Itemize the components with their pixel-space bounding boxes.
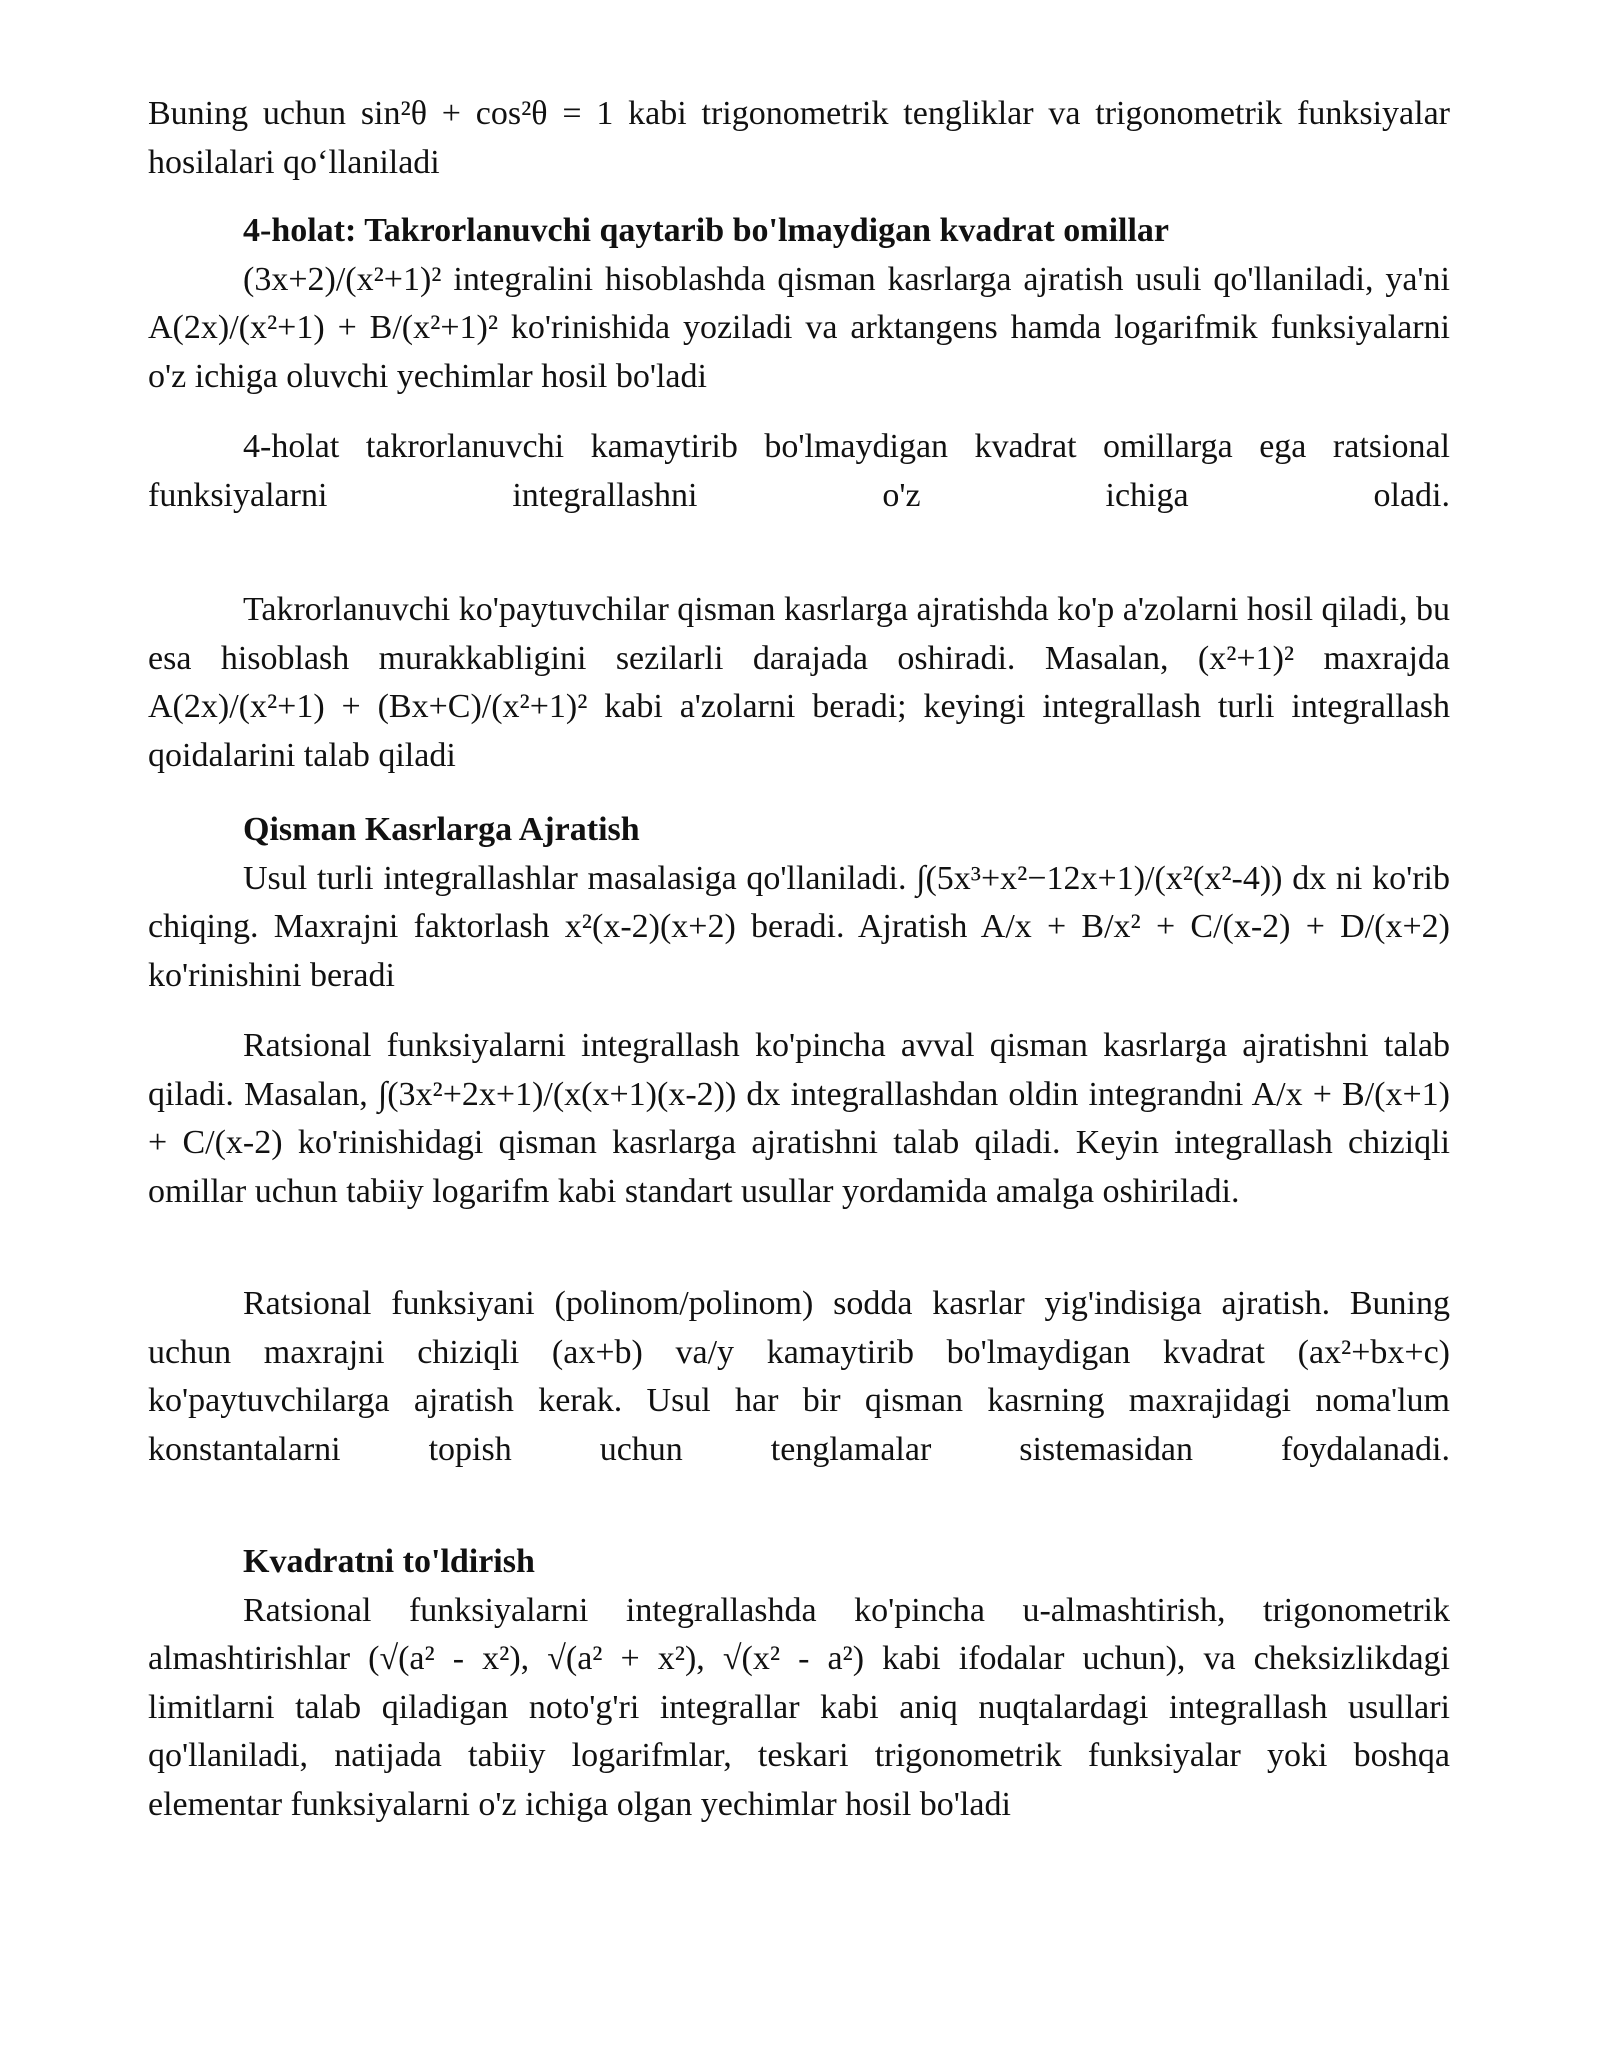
heading-case-4: 4-holat: Takrorlanuvchi qaytarib bo'lmaydigan kvadrat omillar (243, 212, 1170, 249)
paragraph-case-4-example: (3x+2)/(x²+1)² integralini hisoblashda qisman kasrlarga ajratish usuli qo'llaniladi, ya'ni A(2x)/(x²+1) + B/(x²+1)² ko'rinishida yoziladi va arktangens hamda logarifmik funksiyalarni o'z ichiga oluvchi yechimlar hosil bo'ladi (148, 260, 1450, 395)
document-page (148, 90, 1450, 1829)
paragraph-case-4-summary: 4-holat takrorlanuvchi kamaytirib bo'lmaydigan kvadrat omillarga ega ratsional funksiyalarni integrallashni o'z ichiga oladi. (148, 428, 1450, 514)
paragraph-partial-method: Usul turli integrallashlar masalasiga qo'llaniladi. ∫(5x³+x²−12x+1)/(x²(x²-4)) dx ni ko'rib chiqing. Maxrajni faktorlash x²(x-2)(x+2) beradi. Ajratish A/x + B/x² + C/(x-2) + D/(x+2) ko'rinishini beradi (148, 859, 1450, 994)
paragraph-repeated-factors: Takrorlanuvchi ko'paytuvchilar qisman kasrlarga ajratishda ko'p a'zolarni hosil qiladi, bu esa hisoblash murakkabligini sezilarli darajada oshiradi. Masalan, (x²+1)² maxrajda A(2x)/(x²+1) + (Bx+C)/(x²+1)² kabi a'zolarni beradi; keyingi integrallash turli integrallash qoidalarini talab qiladi (148, 591, 1450, 774)
heading-partial-fractions: Qisman Kasrlarga Ajratish (243, 811, 640, 848)
paragraph-rational-integration: Ratsional funksiyalarni integrallash ko'pincha avval qisman kasrlarga ajratishni talab qiladi. Masalan, ∫(3x²+2x+1)/(x(x+1)(x-2)) dx integrallashdan oldin integrandni A/x + B/(x+1) + C/(x-2) ko'rinishidagi qisman kasrlarga ajratishni talab qiladi. Keyin integrallash chiziqli omillar uchun tabiiy logarifm kabi standart usullar yordamida amalga oshiriladi. (148, 1027, 1450, 1210)
paragraph-decomposition: Ratsional funksiyani (polinom/polinom) sodda kasrlar yig'indisiga ajratish. Buning uchun maxrajni chiziqli (ax+b) va/y kamaytirib bo'lmaydigan kvadrat (ax²+bx+c) ko'paytuvchilarga ajratish kerak. Usul har bir qisman kasrning maxrajidagi noma'lum konstantalarni topish uchun tenglamalar sistemasidan foydalanadi. (148, 1285, 1450, 1468)
paragraph-completing-square: Ratsional funksiyalarni integrallashda ko'pincha u-almashtirish, trigonometrik almashtirishlar (√(a² - x²), √(a² + x²), √(x² - a²) kabi ifodalar uchun), va cheksizlikdagi limitlarni talab qiladigan noto'g'ri integrallar kabi aniq nuqtalardagi integrallash usullari qo'llaniladi, natijada tabiiy logarifmlar, teskari trigonometrik funksiyalar yoki boshqa elementar funksiyalarni o'z ichiga olgan yechimlar hosil bo'ladi (148, 1591, 1450, 1823)
paragraph-intro: Buning uchun sin²θ + cos²θ = 1 kabi trigonometrik tengliklar va trigonometrik funksiyalar hosilalari qo‘llaniladi (148, 95, 1450, 181)
heading-completing-square: Kvadratni to'ldirish (243, 1543, 535, 1580)
